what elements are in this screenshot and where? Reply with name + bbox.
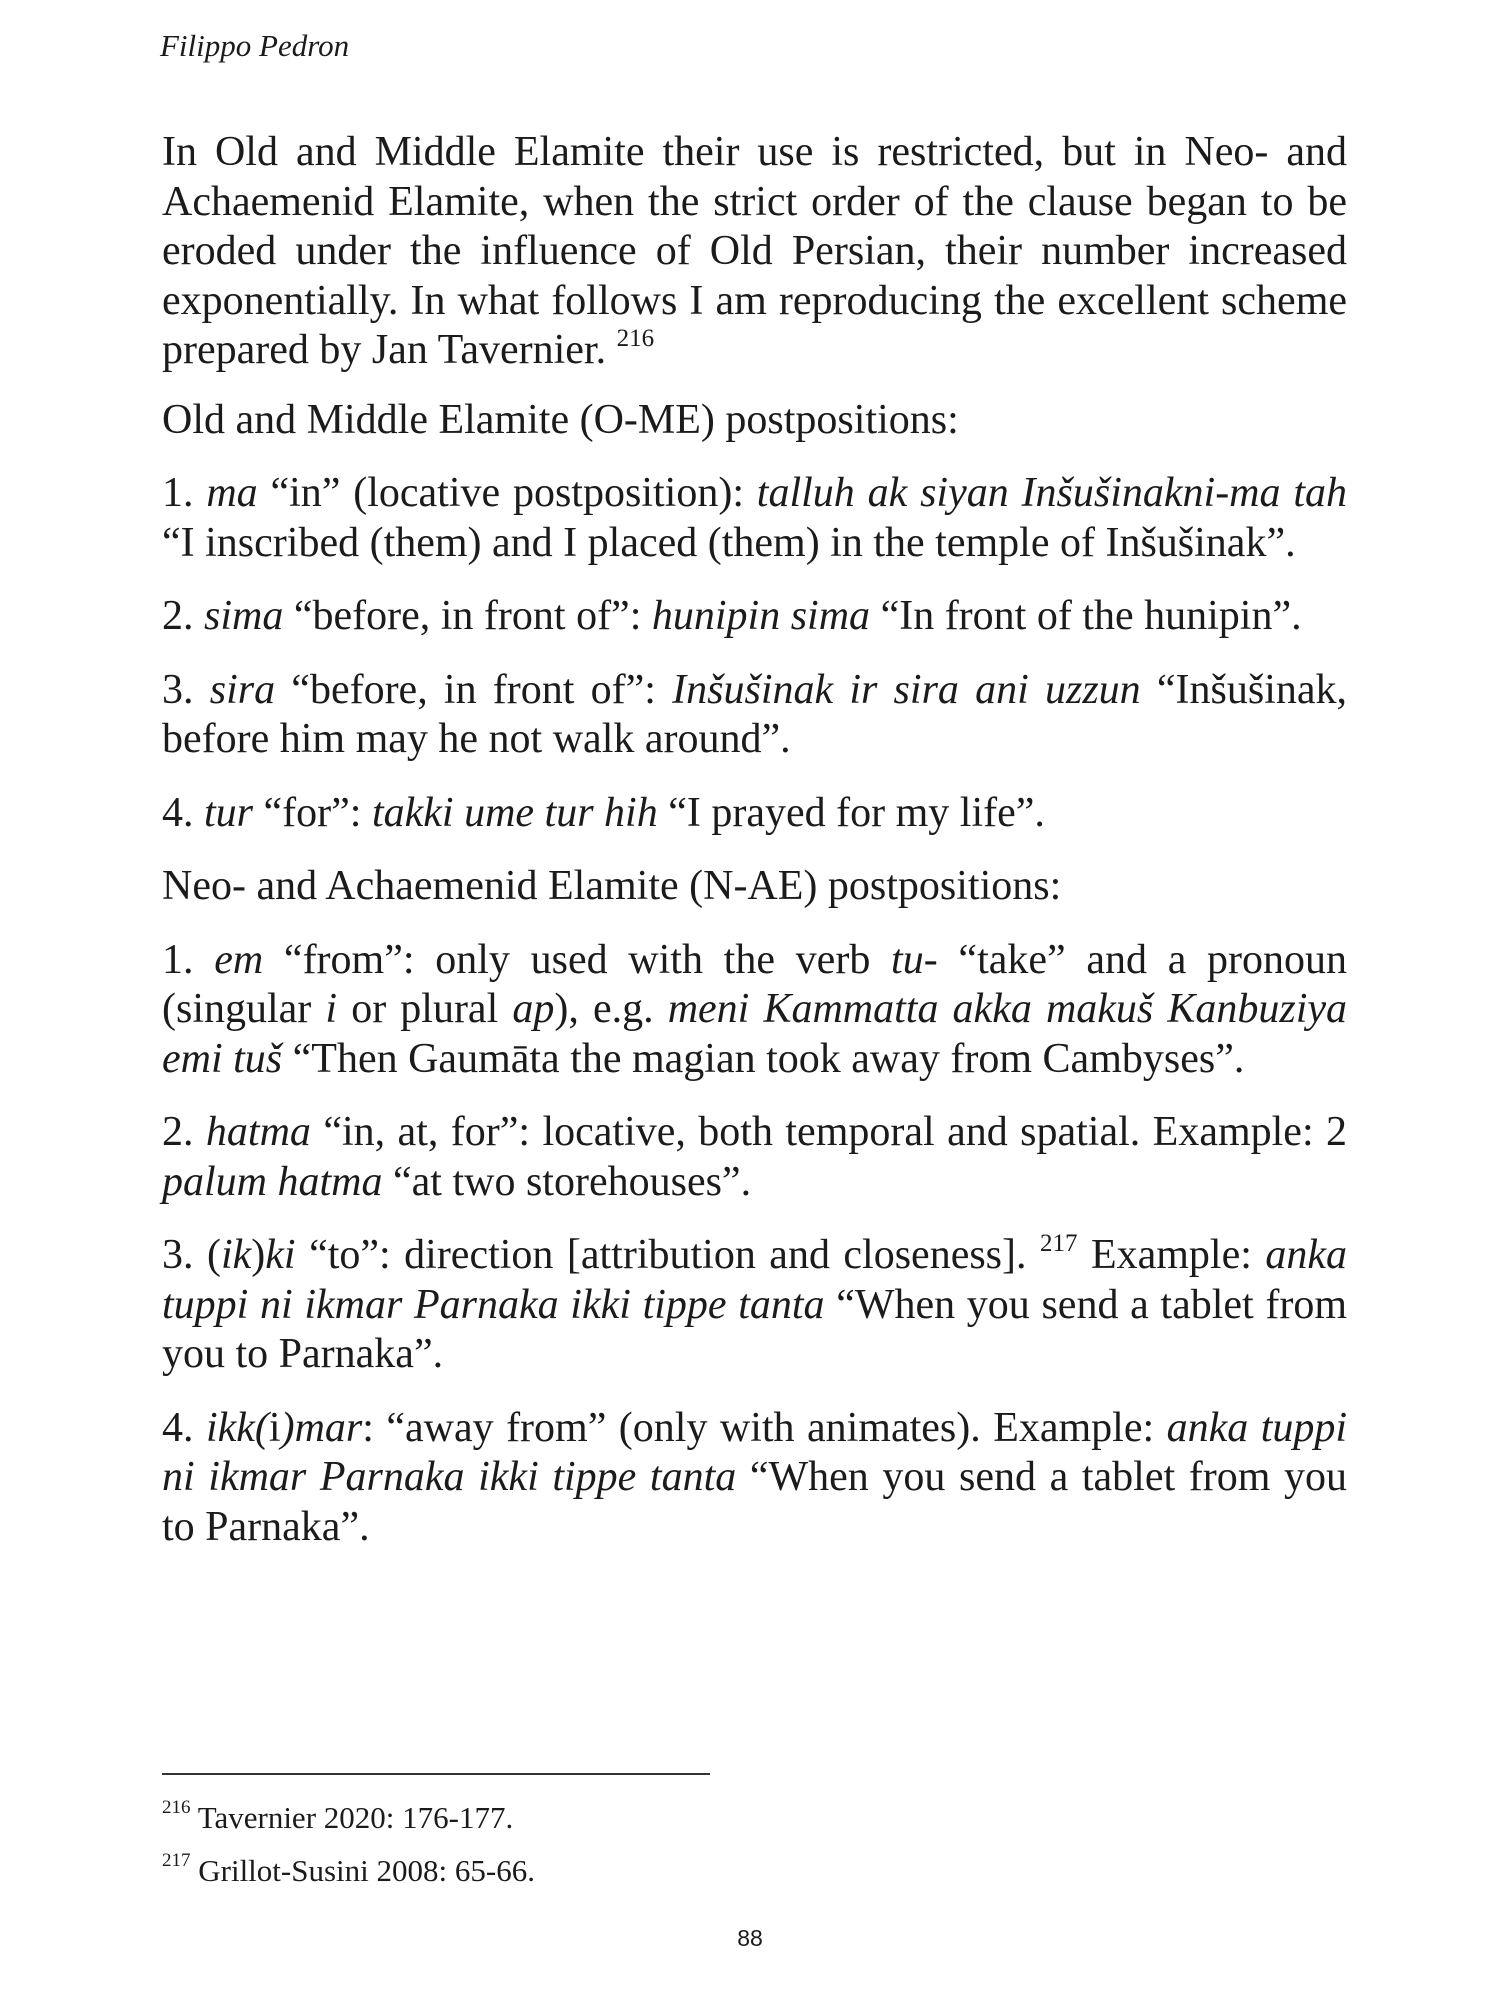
example: meni Kammatta akka makuš Kanbuziya emi tuš (162, 986, 1348, 1082)
ome-heading: Old and Middle Elamite (O-ME) postpositions: (162, 396, 959, 443)
example: anka tuppi ni ikmar Parnaka ikki tippe tanta (162, 1404, 1348, 1500)
nae-item-1: 1. em “from”: only used with the verb tu- “take” and a pronoun (singular i or plural ap), e.g. meni Kammatta akka makuš Kanbuziya emi tuš “Then Gaumāta the magian took away from Cambyses”. (162, 936, 1348, 1082)
footnote-217: $^{217}$ Grillot-Susini 2008: 65-66. (162, 1849, 535, 1888)
example: talluh ak siyan Inšušinakni-ma tah (756, 470, 1347, 516)
example: hunipin sima (651, 593, 871, 639)
footnote-216: $^{216}$ Tavernier 2020: 176-177. (162, 1796, 514, 1835)
footnotes (162, 1796, 535, 1906)
intro-text: In Old and Middle Elamite their use is restricted, but in Neo- and Achaemenid Elamite, when the strict order of the clause began to be eroded under the influence of Old Persian, their number increased exponentially. In what follows I am reproducing the excellent scheme prepared by Jan Tavernier. (162, 129, 1347, 373)
term: sira (209, 666, 276, 713)
example: anka tuppi ni ikmar Parnaka ikki tippe tanta (162, 1232, 1348, 1328)
intro-paragraph (162, 128, 1347, 376)
ome-item-3: 3. sira “before, in front of”: Inšušinak ir sira ani uzzun “Inšušinak, before him may he not walk around”. (162, 666, 1348, 762)
nae-item-4: 4. ikk(i)mar: “away from” (only with animates). Example: anka tuppi ni ikmar Parnaka ikki tippe tanta “When you send a tablet from you to Parnaka”. (162, 1404, 1348, 1550)
term: hatma (205, 1109, 311, 1155)
ome-item-4: 4. tur “for”: takki ume tur hih “I prayed for my life”. (162, 789, 1045, 836)
ome-item-2: 2. sima “before, in front of”: hunipin sima “In front of the hunipin”. (162, 593, 1302, 639)
footnote-ref-217[interactable]: 217 (1039, 1230, 1078, 1257)
main-text (162, 128, 1347, 1576)
ome-item-1: 1. ma “in” (locative postposition): talluh ak siyan Inšušinakni-ma tah “I inscribed (them) and I placed (them) in the temple of Inšušinak”. (162, 470, 1347, 566)
nae-item-2: 2. hatma “in, at, for”: locative, both temporal and spatial. Example: 2 palum hatma “at two storehouses”. (162, 1109, 1348, 1205)
page-number: 88 (737, 1925, 763, 1951)
term: ma (206, 470, 258, 516)
running-head-author: Filippo Pedron (160, 28, 350, 63)
nae-item-3: 3. (ik)ki “to”: direction [attribution and closeness]. $^{217}$ Example: anka tuppi ni ikmar Parnaka ikki tippe tanta “When you send a tablet from you to Parnaka”. (162, 1230, 1348, 1377)
footnote-divider (162, 1773, 710, 1775)
example: palum hatma (162, 1158, 383, 1205)
term: sima (204, 593, 284, 639)
example: takki ume tur hih (371, 789, 658, 836)
term: tur (204, 789, 254, 836)
example: Inšušinak ir sira ani uzzun (672, 666, 1141, 713)
term: em (214, 936, 264, 983)
footnote-ref-216[interactable]: 216 (616, 325, 655, 352)
nae-heading: Neo- and Achaemenid Elamite (N-AE) postpositions: (162, 863, 1062, 909)
